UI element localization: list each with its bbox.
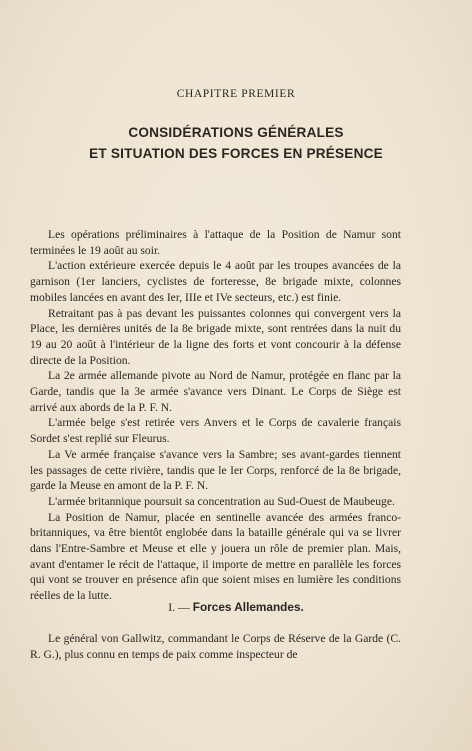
paragraph: L'armée britannique poursuit sa concentration au Sud-Ouest de Maubeuge. — [48, 494, 395, 508]
section-text — [30, 631, 401, 662]
paragraph: L'armée belge s'est retirée vers Anvers et le Corps de cavalerie français Sordet s'est replié sur Fleurus. — [30, 416, 401, 446]
paragraph: Retraitant pas à pas devant les puissantes colonnes qui convergent vers la Place, les dernières unités de la 8e brigade mixte, sont rentrées dans la nuit du 19 au 20 août à l'intérieur de la ligne des forts et vont concourir à la défense directe de la Position. — [30, 306, 401, 367]
chapter-title-line-1: CONSIDÉRATIONS GÉNÉRALES — [128, 125, 344, 140]
paragraph: Les opérations préliminaires à l'attaque de la Position de Namur sont terminées le 19 août au soir. — [30, 228, 401, 257]
chapter-label: CHAPITRE PREMIER — [176, 88, 296, 100]
paragraph: La Ve armée française s'avance vers la Sambre; ses avant-gardes tiennent les passages de cette rivière, tandis que le Ier Corps, renforcé de la 8e brigade, garde la Meuse en amont de la P. F. N. — [30, 447, 401, 493]
paragraph: La 2e armée allemande pivote au Nord de Namur, protégée en flanc par la Garde, tandis que la 3e armée s'avance vers Dinant. Le Corps de Siège est arrivé aux abords de la P. F. N. — [30, 369, 401, 414]
chapter-title-line-2: ET SITUATION DES FORCES EN PRÉSENCE — [89, 146, 383, 161]
chapter-title — [40, 122, 432, 164]
paragraph: L'action extérieure exercée depuis le 4 août par les troupes avancées de la garnison (1er lanciers, cyclistes de forteresse, 8e brigade mixte, colonnes mobiles lancées en avant des Ier, IIIe et IVe secteurs, etc.) est finie. — [30, 259, 401, 304]
section-number: I. — — [168, 600, 190, 614]
paragraph: Le général von Gallwitz, commandant le Corps de Réserve de la Garde (C. R. G.), plus connu en temps de paix comme inspecteur de — [30, 632, 401, 661]
body-text — [30, 227, 401, 604]
section-title: Forces Allemandes. — [192, 600, 304, 614]
paragraph: La Position de Namur, placée en sentinelle avancée des armées franco-britanniques, va être bientôt englobée dans la bataille générale qui va se livrer dans l'Entre-Sambre et Meuse et elle y jouera un rôle de premier plan. Mais, avant d'entamer le récit de l'attaque, il importe de mettre en parallèle les forces qui vont se trouver en présence afin que soient mises en lumière les conditions réelles de la lutte. — [30, 510, 401, 603]
section-heading — [0, 600, 472, 615]
